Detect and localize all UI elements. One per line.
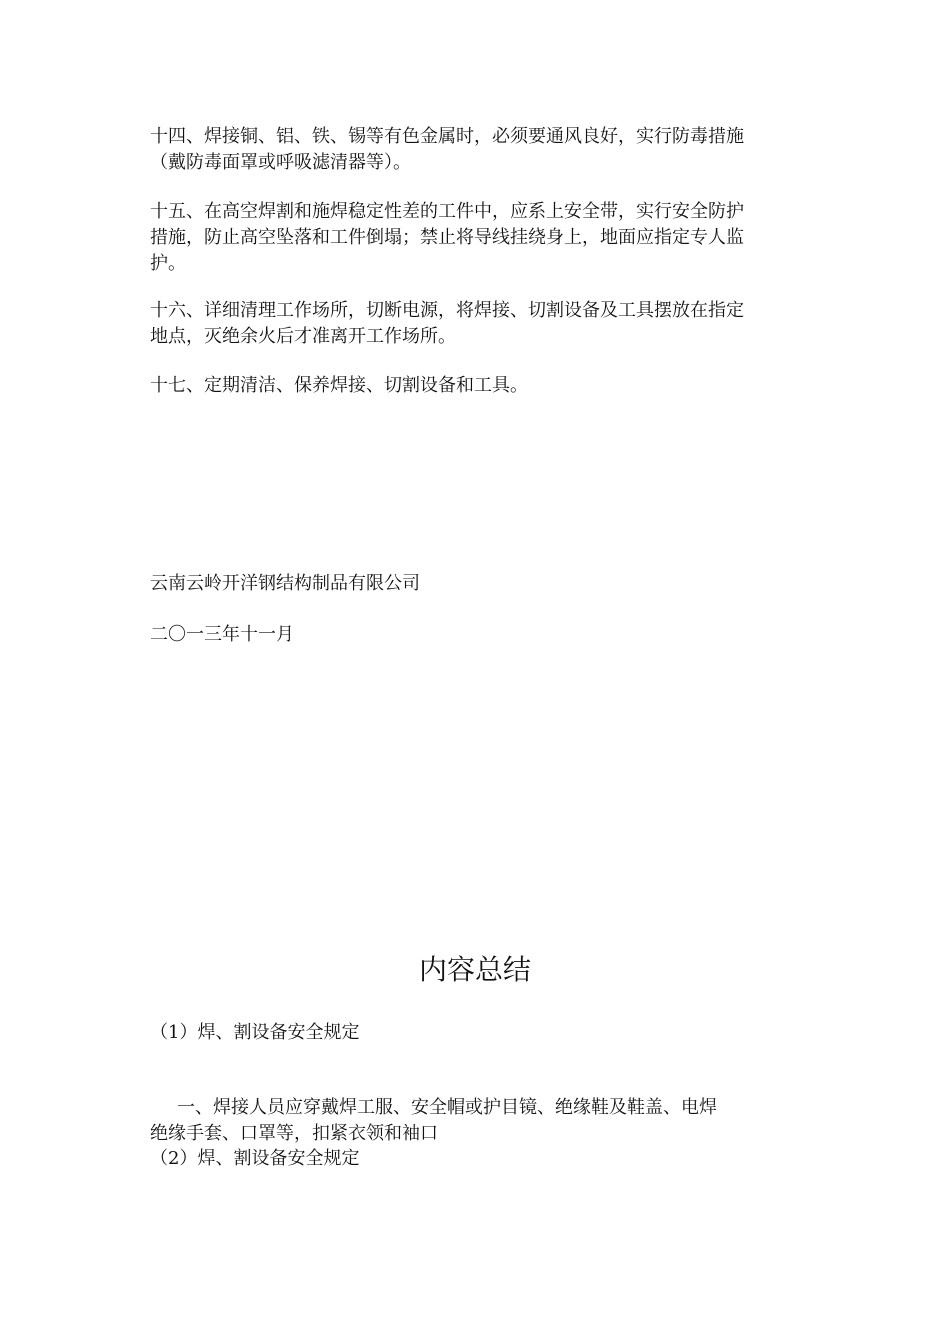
document-date: 二〇一三年十一月 (150, 624, 294, 645)
rule-15-line-3: 护。 (150, 253, 186, 274)
rule-14-line-2: （戴防毒面罩或呼吸滤清器等）。 (150, 152, 411, 173)
summary-title: 内容总结 (418, 953, 531, 986)
rule-16-line-1: 十六、详细清理工作场所，切断电源，将焊接、切割设备及工具摆放在指定 (150, 300, 744, 321)
rule-14-paragraph (150, 124, 810, 176)
summary-item2-heading: （2）焊、割设备安全规定 (150, 1148, 360, 1169)
rule-15-line-1: 十五、在高空焊割和施焊稳定性差的工件中，应系上安全带，实行安全防护 (150, 201, 744, 222)
summary-item1-body-line-2: 绝缘手套、口罩等，扣紧衣领和袖口 (150, 1123, 438, 1144)
summary-item1-body-line-1: 一、焊接人员应穿戴焊工服、安全帽或护目镜、绝缘鞋及鞋盖、电焊 (177, 1097, 717, 1118)
summary-item1-body (150, 1095, 810, 1147)
rule-17-line-1: 十七、定期清洁、保养焊接、切割设备和工具。 (150, 375, 528, 396)
rule-15-line-2: 措施，防止高空坠落和工件倒塌；禁止将导线挂绕身上，地面应指定专人监 (150, 227, 744, 248)
rule-15-paragraph (150, 199, 810, 277)
company-name: 云南云岭开洋钢结构制品有限公司 (150, 573, 420, 594)
rule-16-line-2: 地点，灭绝余火后才准离开工作场所。 (150, 326, 456, 347)
summary-item1-heading: （1）焊、割设备安全规定 (150, 1022, 360, 1043)
rule-14-line-1: 十四、焊接铜、铝、铁、锡等有色金属时，必须要通风良好，实行防毒措施 (150, 126, 744, 147)
rule-17-paragraph (150, 373, 810, 399)
rule-16-paragraph (150, 298, 810, 350)
